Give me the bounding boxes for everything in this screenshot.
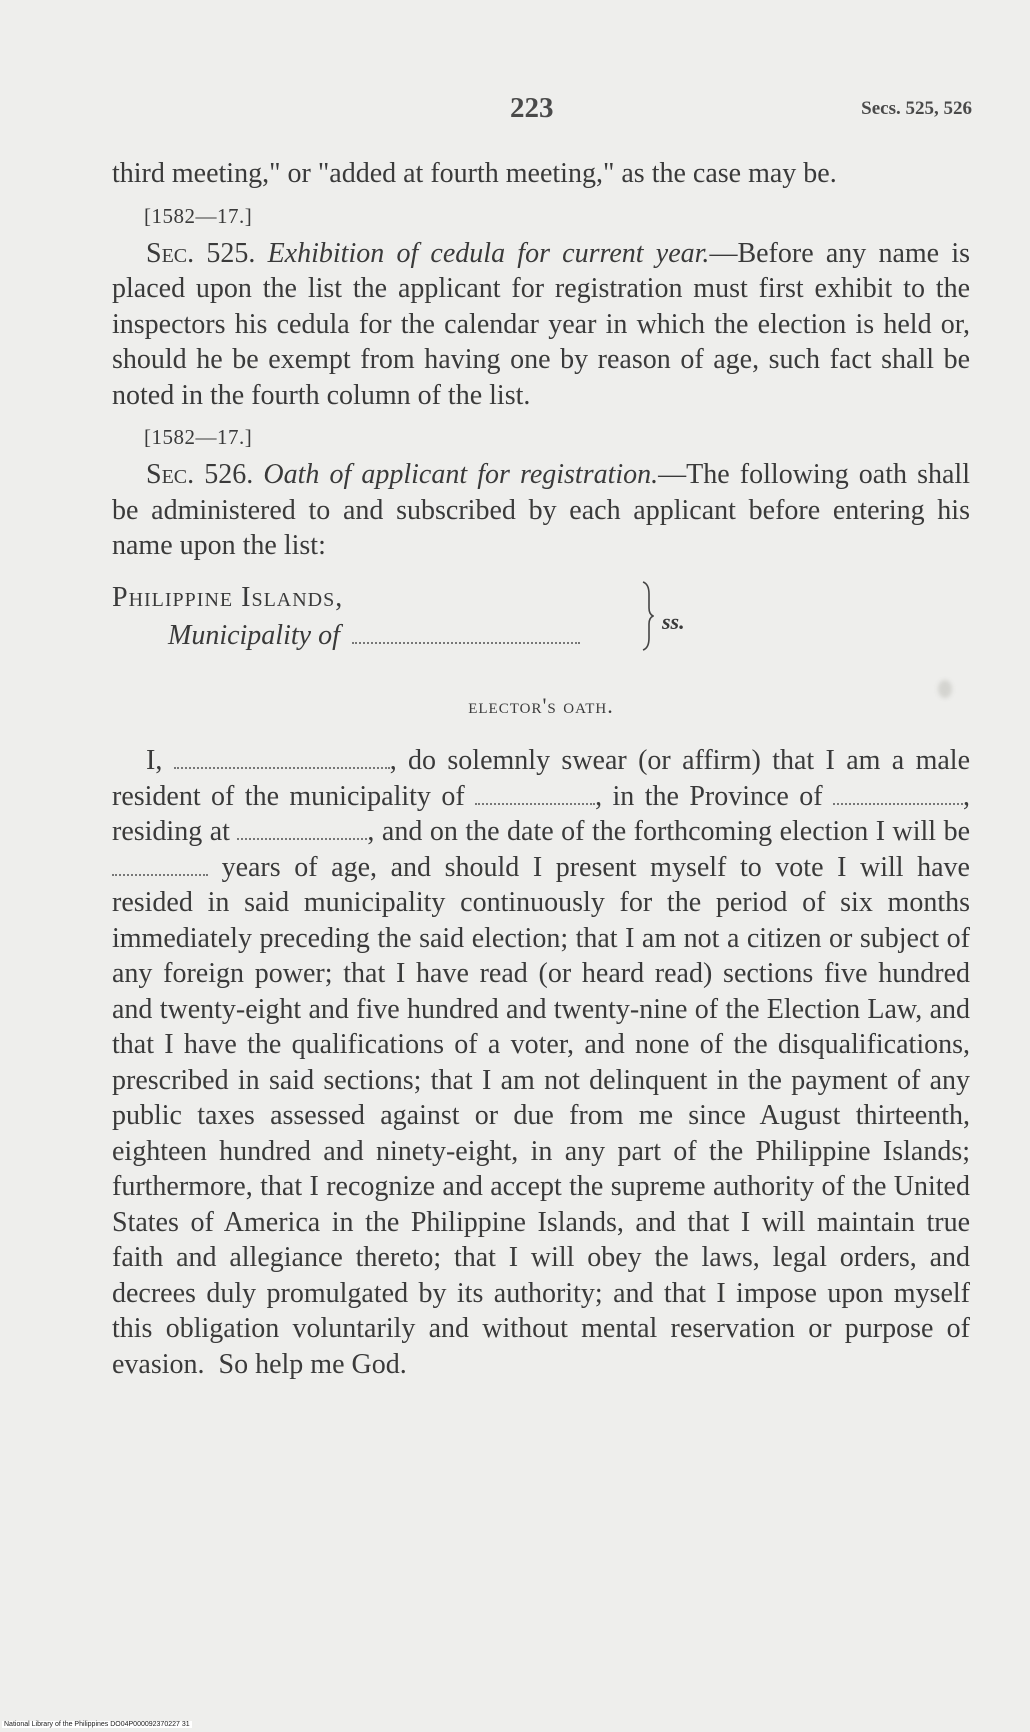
name-blank: [174, 763, 390, 769]
page-header: [110, 92, 972, 132]
citation: [1582—17.]: [144, 203, 253, 228]
residence-blank: [237, 834, 367, 840]
section-text: —The following oath shall be administered to and subscribed by each applicant before entering his name upon the list:: [112, 459, 970, 561]
page-number: 223: [510, 92, 554, 124]
venue-block: [112, 580, 970, 664]
scan-footer: National Library of the Philippines DO04P000092370227 31: [4, 1721, 190, 1728]
section-label: Sec. 526.: [146, 459, 254, 490]
brace-icon: [640, 580, 654, 652]
continuation-paragraph: third meeting," or "added at fourth meeting," as the case may be.: [112, 158, 837, 189]
municipality-blank: [475, 799, 595, 805]
section-text: —Before any name is placed upon the list the applicant for registration must first exhibit to the inspectors his cedula for the calendar year in which the election is held or, should he be exempt from having one by reason of age, such fact shall be noted in the fourth column of the list.: [112, 237, 971, 411]
section-label: Sec. 525.: [146, 237, 256, 269]
section-526-paragraph: [112, 457, 970, 564]
section-525-paragraph: [112, 236, 970, 414]
age-blank: [112, 870, 208, 876]
province-blank: [833, 799, 963, 805]
venue-country: Philippine Islands,: [112, 581, 344, 613]
section-reference: Secs. 525, 526: [861, 98, 972, 119]
venue-municipality: Municipality of: [168, 618, 580, 654]
municipality-blank: [352, 642, 580, 644]
oath-closing: So help me God.: [218, 1348, 407, 1380]
oath-heading: elector's oath.: [468, 692, 614, 718]
page-body: [112, 156, 970, 1382]
section-title: Exhibition of cedula for current year.: [267, 237, 710, 269]
citation: [1582—17.]: [144, 425, 253, 449]
scan-smudge: [938, 680, 952, 698]
ss-label: ss.: [662, 608, 685, 634]
oath-paragraph: I, , do solemnly swear (or affirm) that I am a male resident of the municipality of , in the Province of , residing at , and on the date of the forthcoming election I will be years of age, and should I present myself to vote I will have resided in said municipality continuously for the period of six months immediately preceding the said election; that I am not a citizen or subject of any foreign power; that I have read (or heard read) sections five hundred and twenty-eight and five hundred and twenty-nine of the Election Law, and that I have the qualifications of a voter, and none of the disqualifications, prescribed in said sections; that I am not delinquent in the payment of any public taxes assessed against or due from me since August thirteenth, eighteen hundred and ninety-eight, in any part of the Philippine Islands; furthermore, that I recognize and accept the supreme authority of the United States of America in the Philippine Islands, and that I will maintain true faith and allegiance thereto; that I will obey the laws, legal orders, and decrees duly promulgated by its authority; and that I impose upon myself this obligation voluntarily and without mental reservation or purpose of evasion. So help me God.: [112, 745, 971, 1380]
section-title: Oath of applicant for registration.: [263, 459, 659, 490]
